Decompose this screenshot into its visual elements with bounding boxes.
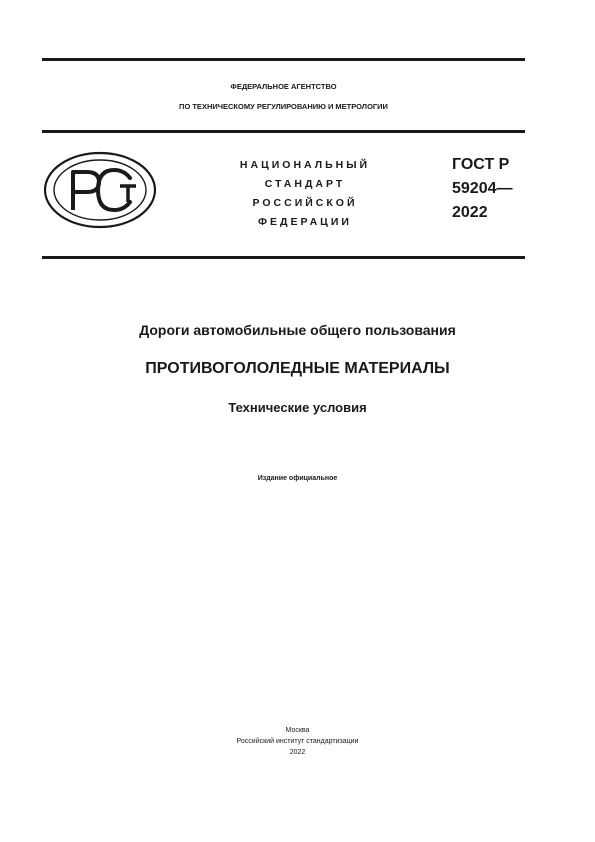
document-title: ПРОТИВОГОЛОЛЕДНЫЕ МАТЕРИАЛЫ: [145, 360, 450, 377]
designation-year: 2022: [452, 204, 488, 221]
standard-designation: [452, 153, 513, 225]
document-subject: Дороги автомобильные общего пользования: [139, 322, 456, 338]
designation-number: 59204—: [452, 180, 513, 197]
agency-line-2: ПО ТЕХНИЧЕСКОМУ РЕГУЛИРОВАНИЮ И МЕТРОЛОГИИ: [179, 102, 388, 111]
top-rule: [42, 58, 525, 61]
standard-line-2: СТАНДАРТ: [264, 178, 346, 190]
logo-block-rule: [42, 256, 525, 259]
footer-publisher: Российский институт стандартизации: [236, 738, 359, 745]
rst-gost-logo-icon: [42, 150, 158, 230]
agency-line-1: ФЕДЕРАЛЬНОЕ АГЕНТСТВО: [230, 82, 337, 91]
standard-line-1: НАЦИОНАЛЬНЫЙ: [239, 159, 371, 171]
header-rule: [42, 130, 525, 133]
footer-city: Москва: [285, 727, 310, 734]
standard-line-4: ФЕДЕРАЦИИ: [258, 216, 352, 228]
edition-note: Издание официальное: [257, 475, 338, 482]
designation-prefix: ГОСТ Р: [452, 156, 510, 173]
standard-status-block: [210, 156, 400, 232]
footer-year: 2022: [289, 749, 306, 756]
document-subtitle: Технические условия: [228, 400, 367, 415]
standard-line-3: РОССИЙСКОЙ: [252, 197, 358, 209]
